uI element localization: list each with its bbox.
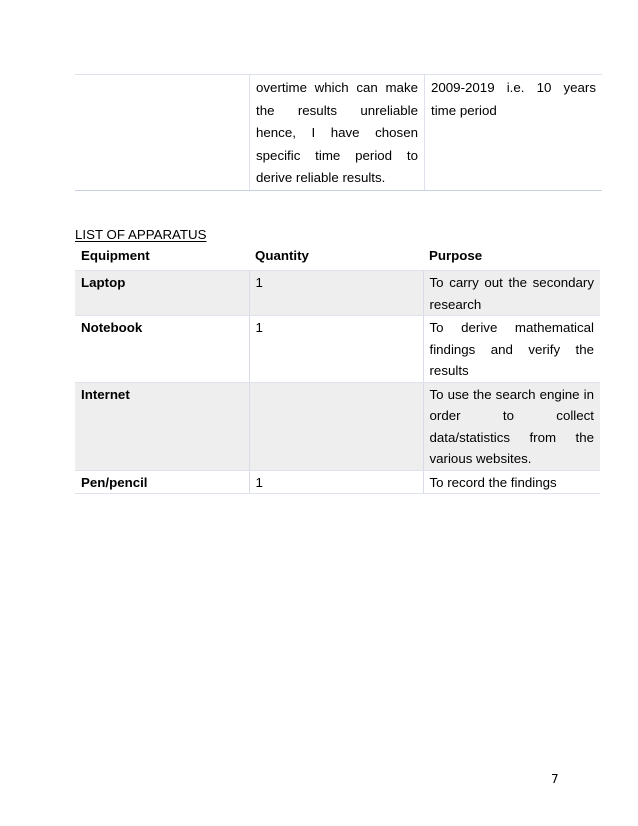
table-header-row (75, 245, 600, 271)
equipment-cell: Notebook (75, 316, 249, 383)
purpose-cell: To derive mathematical findings and verify the results (423, 316, 600, 383)
purpose-cell: To carry out the secondary research (423, 271, 600, 316)
table-row (75, 382, 600, 470)
quantity-cell: 1 (249, 271, 423, 316)
equipment-cell: Laptop (75, 271, 249, 316)
quantity-cell (249, 382, 423, 470)
continuation-table (75, 74, 602, 191)
table-row (75, 316, 600, 383)
quantity-cell: 1 (249, 470, 423, 494)
table-row (75, 75, 602, 191)
table-row (75, 271, 600, 316)
column-header-quantity: Quantity (249, 245, 423, 271)
purpose-cell: To use the search engine in order to collect data/statistics from the various websites. (423, 382, 600, 470)
equipment-cell: Pen/pencil (75, 470, 249, 494)
continuation-cell-3: 2009-2019 i.e. 10 years time period (425, 75, 603, 191)
continuation-cell-2: overtime which can make the results unreliable hence, I have chosen specific time period to derive reliable results. (250, 75, 425, 191)
equipment-cell: Internet (75, 382, 249, 470)
purpose-cell: To record the findings (423, 470, 600, 494)
page-number: 7 (551, 772, 559, 786)
apparatus-heading: LIST OF APPARATUS (75, 227, 207, 242)
column-header-equipment: Equipment (75, 245, 249, 271)
column-header-purpose: Purpose (423, 245, 600, 271)
apparatus-table (75, 245, 600, 494)
continuation-cell-1 (75, 75, 250, 191)
quantity-cell: 1 (249, 316, 423, 383)
table-row (75, 470, 600, 494)
